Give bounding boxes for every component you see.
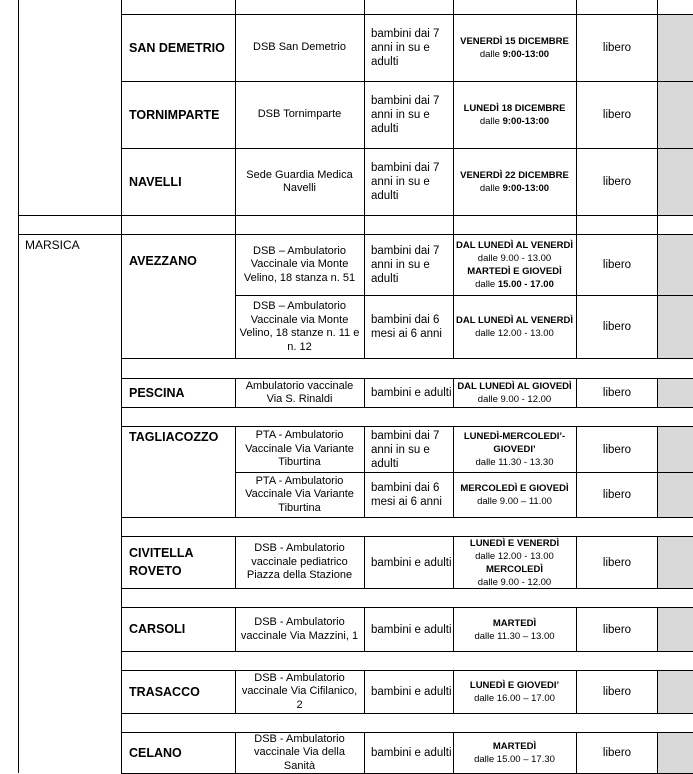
opening-days: LUNEDÌ E VENERDÌ dalle 12.00 - 13.00 MERCOLEDÌ dalle 9.00 - 12.00 [469,537,560,588]
opening-days: DAL LUNEDÌ AL VENERDÌ dalle 9.00 - 13.00 MARTEDÌ E GIOVEDÌ dalle 15.00 - 17.00 [456,240,574,290]
vaccination-site: DSB - Ambulatorio vaccinale Via della Sanità [254,733,345,772]
town-name: AVEZZANO [129,254,197,268]
table-rule [657,670,658,713]
target-group: bambini e adulti [371,556,452,569]
vaccination-site: PTA - Ambulatorio Vaccinale Via Variante Tiburtina [245,474,354,514]
access-mode: libero [602,443,632,456]
opening-days: LUNEDÌ-MERCOLEDI’-GIOVEDI’ dalle 11.30 - 13.30 [463,431,566,468]
vaccination-site: DSB - Ambulatorio vaccinale Via Mazzini, 1 [240,616,359,642]
merge-mask [122,295,235,296]
opening-days: DAL LUNEDÌ AL GIOVEDÌ dalle 9.00 - 12.00 [457,381,572,405]
table-rule [657,378,658,407]
access-mode: libero [602,321,632,333]
table-rule [121,651,693,652]
access-mode: libero [602,176,632,188]
target-group: bambini dai 7 anni in su e adulti [371,28,440,68]
town-name: TORNIMPARTE [129,107,220,122]
access-mode: libero [602,109,632,121]
table-rule [657,0,658,215]
access-mode: libero [602,556,632,569]
access-mode: libero [602,489,632,501]
town-name: PESCINA [129,385,185,400]
table-rule [121,358,693,359]
access-mode: libero [602,42,632,54]
shaded-cell [658,670,693,713]
table-rule [121,588,693,589]
target-group: bambini dai 7 anni in su e adulti [371,162,440,202]
vaccination-site: Sede Guardia Medica Navelli [246,168,353,194]
table-rule [657,234,658,295]
opening-days: MARTEDÌ dalle 11.30 – 13.00 [474,617,555,642]
table-rule [235,215,236,234]
target-group: bambini e adulti [371,623,452,636]
target-group: bambini e adulti [371,387,452,399]
target-group: bambini dai 7 anni in su e adulti [371,429,440,470]
shaded-cell [658,607,693,651]
town-name: CELANO [129,745,182,760]
table-rule [657,426,658,472]
table-rule [657,472,658,517]
opening-days: VENERDÌ 15 DICEMBRE dalle 9:00-13:00 [460,36,569,60]
merge-mask [122,472,235,473]
table-rule [18,0,19,773]
vaccination-site: DSB - Ambulatorio vaccinale pediatrico Piazza della Stazione [246,542,353,582]
table-rule [576,215,577,234]
shaded-cell [658,536,693,588]
target-group: bambini dai 7 anni in su e adulti [371,95,440,135]
town-name: NAVELLI [129,174,182,189]
table-rule [453,215,454,234]
table-rule [121,517,693,518]
target-group: bambini dai 6 mesi ai 6 anni [371,314,442,340]
shaded-cell [658,378,693,407]
table-rule [657,607,658,651]
vaccination-site: DSB – Ambulatorio Vaccinale via Monte Velino, 18 stanza n. 51 [243,244,356,284]
vaccination-site: DSB San Demetrio [253,41,346,54]
vaccination-site: DSB - Ambulatorio vaccinale Via Cifilanico, 2 [241,671,358,711]
vaccination-site: DSB Tornimparte [257,108,342,121]
vaccination-site: Ambulatorio vaccinale Via S. Rinaldi [245,379,354,405]
target-group: bambini dai 7 anni in su e adulti [371,245,440,285]
shaded-cell [658,472,693,517]
access-mode: libero [602,747,632,759]
town-name: CARSOLI [129,622,186,636]
region-label: MARSICA [25,238,80,252]
table-rule [18,215,693,216]
table-rule [364,215,365,234]
town-name: TRASACCO [129,684,200,699]
opening-days: LUNEDÌ E GIOVEDI’ dalle 16.00 – 17.00 [469,680,560,704]
shaded-cell [658,234,693,295]
target-group: bambini e adulti [371,747,452,759]
vaccination-site: DSB – Ambulatorio Vaccinale via Monte Velino, 18 stanze n. 11 e n. 12 [239,300,360,353]
access-mode: libero [602,623,632,636]
opening-days: LUNEDÌ 18 DICEMBRE dalle 9:00-13:00 [463,103,566,127]
shaded-cell [658,732,693,773]
shaded-cell [658,148,693,215]
table-rule [121,407,693,408]
table-rule [657,215,658,234]
opening-days: MARTEDÌ dalle 15.00 – 17.30 [474,741,555,765]
shaded-cell [658,426,693,472]
opening-days: MERCOLEDÌ E GIOVEDÌ dalle 9.00 – 11.00 [460,483,569,507]
access-mode: libero [602,686,632,698]
shaded-cell [658,295,693,358]
table-rule [657,732,658,773]
table-rule [657,536,658,588]
access-mode: libero [602,387,632,399]
access-mode: libero [602,259,632,271]
opening-days: DAL LUNEDÌ AL VENERDÌ dalle 12.00 - 13.00 [456,315,574,339]
shaded-cell [658,14,693,81]
town-name: CIVITELLA ROVETO [129,546,194,578]
town-name: TAGLIACOZZO [129,430,219,444]
shaded-cell [658,81,693,148]
vaccination-site: PTA - Ambulatorio Vaccinale Via Variante Tiburtina [245,429,354,469]
opening-days: VENERDÌ 22 DICEMBRE dalle 9:00-13:00 [460,170,569,194]
table-rule [657,295,658,358]
target-group: bambini dai 6 mesi ai 6 anni [371,482,442,508]
town-name: SAN DEMETRIO [129,40,225,55]
target-group: bambini e adulti [371,686,452,698]
table-rule [121,713,693,714]
